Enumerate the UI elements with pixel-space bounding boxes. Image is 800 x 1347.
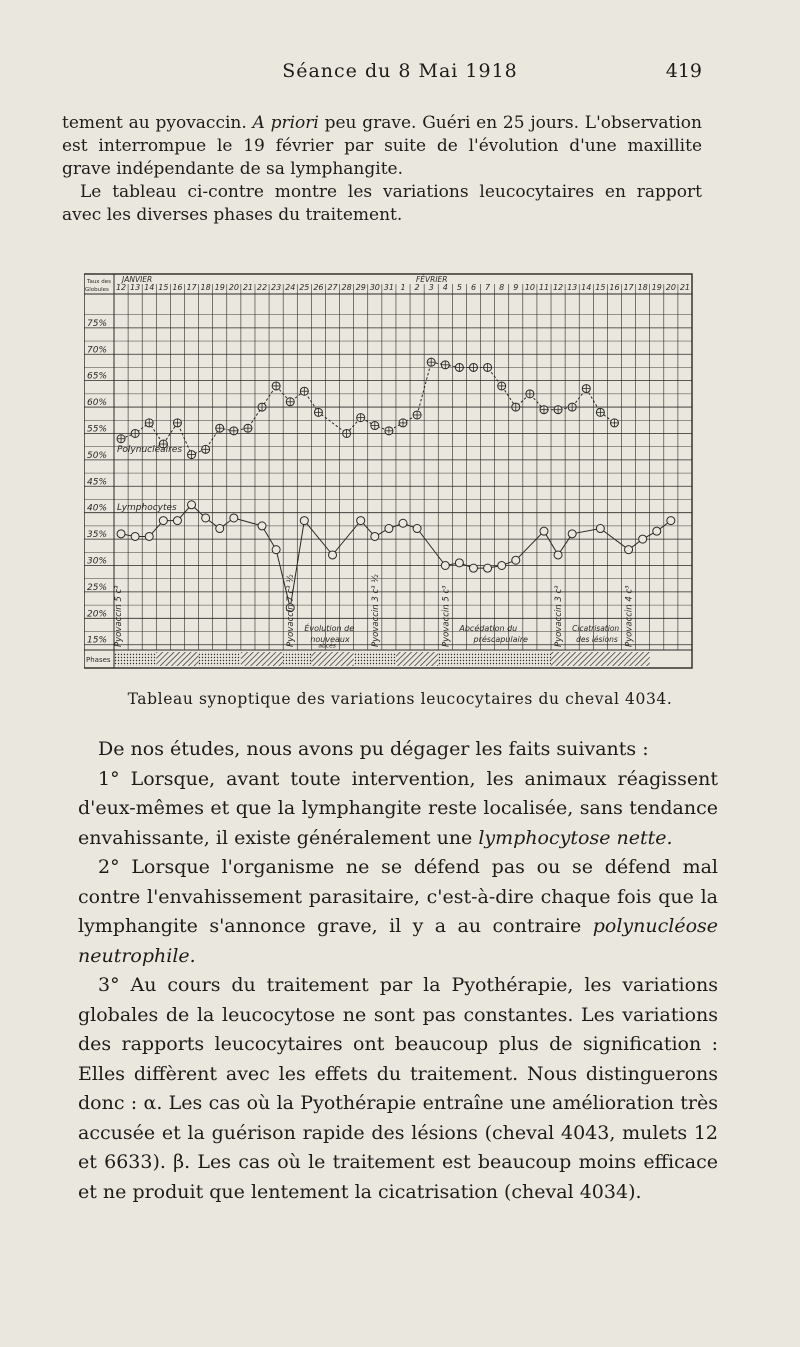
phase-segment (241, 652, 283, 666)
polynuclear-series-label: Polynucléaires (117, 444, 183, 455)
day-tick-label: 19 (214, 283, 225, 292)
phase-segment (495, 652, 551, 666)
item-2 (78, 853, 718, 971)
lymphocyte-point (455, 559, 463, 567)
abcedation-label-1: Abcédation du (459, 623, 518, 633)
day-tick-label: 10 (524, 283, 535, 292)
y-tick-label: 55% (87, 424, 108, 435)
phase-segment (114, 652, 156, 666)
day-tick-label: 17 (186, 283, 197, 292)
item-3: 3° Au cours du traitement par la Pyothérapie, les variations globales de la leucocytose ne sont pas constantes. Les variations des rapports leucocytaires ont beaucoup plus de signification : Elles diffèrent avec les effets du traitement. Nous distinguerons donc : α. Les cas où la Pyothérapie entraîne une amélioration très accusée et la guérison rapide des lésions (cheval 4043, mulets 12 et 6633). β. Les cas où le traitement est beaucoup moins efficace et ne produit que lentement la cicatrisation (cheval 4034). (78, 974, 718, 1203)
month-label-january: JANVIER (122, 275, 153, 284)
lymphocyte-point (441, 562, 449, 570)
lymphocyte-point (216, 525, 224, 533)
lymphocyte-point (498, 562, 506, 570)
item-2-text: 2° Lorsque l'organisme ne se défend pas ou se défend mal contre l'envahissement parasitaire, c'est-à-dire chaque fois que la lymphangite s'annonce grave, il y a au contraire (78, 856, 718, 937)
pyovaccin-label-2: Pyovaccin 7 c³ ½ (286, 574, 297, 647)
day-tick-label: 18 (200, 283, 211, 292)
day-tick-label: 11 (538, 283, 550, 292)
day-tick-label: 9 (513, 283, 519, 292)
figure-caption: Tableau synoptique des variations leucocytaires du cheval 4034. (127, 690, 673, 708)
y-tick-label: 25% (87, 582, 108, 593)
day-tick-label: 2 (414, 283, 420, 292)
pyovaccin-label-4: Pyovaccin 5 c³ (441, 585, 452, 647)
day-tick-label: 18 (637, 283, 648, 292)
evolution-label-3: abcès (318, 642, 336, 650)
intro-p1-text-a: tement au pyovaccin. (62, 113, 253, 133)
y-tick-label: 40% (87, 503, 108, 514)
day-tick-label: 20 (228, 283, 239, 292)
phase-segment (396, 652, 438, 666)
phase-segment (438, 652, 494, 666)
lymphocyte-point (329, 551, 337, 559)
day-tick-label: 25 (299, 283, 310, 292)
lymphocyte-point (188, 501, 196, 509)
intro-paragraph-1 (62, 112, 702, 181)
day-tick-label: 19 (651, 283, 662, 292)
day-tick-label: 17 (623, 283, 634, 292)
item-2-italic: polynucléose neutrophile. (78, 915, 718, 967)
day-tick-label: 24 (285, 283, 296, 292)
chart-svg (84, 272, 696, 680)
intro-p1-text-b: peu grave. Guéri en 25 jours. L'observation est interrompue le 19 février par suite de l'évolution d'une maxillite grave indépendante de sa lymphangite. (62, 113, 702, 179)
phase-segment (156, 652, 198, 666)
day-tick-label: 21 (679, 283, 691, 292)
day-tick-label: 29 (355, 283, 366, 292)
item-1 (78, 765, 718, 854)
day-tick-label: 5 (456, 283, 462, 292)
phase-segment (551, 652, 607, 666)
day-tick-label: 31 (383, 283, 394, 292)
lymphocyte-point (639, 535, 647, 543)
lymphocyte-point (653, 527, 661, 535)
cicatrisation-label-1: Cicatrisation (572, 623, 620, 633)
running-title: Séance du 8 Mai 1918 (282, 60, 518, 82)
day-tick-label: 27 (327, 283, 338, 292)
pyovaccin-label-5: Pyovaccin 3 c³ (554, 585, 565, 647)
phase-segment (607, 652, 649, 666)
lymphocyte-point (568, 530, 576, 538)
day-tick-label: 23 (271, 283, 282, 292)
leucocyte-chart (84, 272, 696, 680)
day-tick-label: 4 (442, 283, 448, 292)
pyovaccin-label-6: Pyovaccin 4 c³ (624, 585, 635, 647)
lymphocyte-point (512, 556, 520, 564)
lead-paragraph: De nos études, nous avons pu dégager les faits suivants : (98, 738, 649, 760)
day-tick-label: 20 (665, 283, 676, 292)
y-tick-label: 30% (87, 556, 108, 567)
chart-frame (84, 274, 692, 668)
pyovaccin-label-3: Pyovaccin 3 c³ ½ (370, 574, 381, 647)
day-tick-label: 7 (485, 283, 491, 292)
cicatrisation-label-2: des lésions (576, 635, 618, 645)
day-tick-label: 21 (242, 283, 254, 292)
y-tick-label: 35% (87, 530, 108, 541)
lymphocyte-point (540, 527, 548, 535)
lymphocyte-point (230, 514, 238, 522)
phase-segment (199, 652, 241, 666)
lymphocyte-point (554, 551, 562, 559)
day-tick-label: 14 (581, 283, 592, 292)
day-tick-label: 26 (313, 283, 324, 292)
lymphocyte-point (117, 530, 125, 538)
intro-text (62, 112, 702, 227)
day-tick-label: 15 (158, 283, 169, 292)
lymphocyte-point (202, 514, 210, 522)
day-tick-label: 14 (144, 283, 155, 292)
lymphocyte-point (625, 546, 633, 554)
day-tick-label: 12 (115, 283, 127, 292)
corner-label-top: Taux des (87, 279, 112, 285)
lymphocyte-point (357, 517, 365, 525)
pyovaccin-label-1: Pyovaccin 5 c³ (114, 585, 124, 647)
y-tick-label: 45% (87, 477, 108, 488)
lymphocyte-point (469, 564, 477, 572)
lymphocyte-point (596, 525, 604, 533)
day-tick-label: 15 (595, 283, 606, 292)
lymphocyte-point (145, 532, 153, 540)
item-1-text: 1° Lorsque, avant toute intervention, les animaux réagissent d'eux-mêmes et que la lymphangite reste localisée, sans tendance envahissante, il existe généralement une (78, 767, 718, 849)
phase-segment (354, 652, 396, 666)
item-1-italic: lymphocytose nette. (478, 826, 673, 849)
day-tick-label: 22 (256, 283, 268, 292)
lymphocyte-point (272, 546, 280, 554)
lymphocyte-point (300, 517, 308, 525)
lymphocyte-point (667, 517, 675, 525)
page-number: 419 (665, 60, 702, 82)
lymphocyte-point (399, 519, 407, 527)
lymphocyte-point (385, 525, 393, 533)
phase-segment (311, 652, 353, 666)
evolution-label-2: nouveaux (310, 635, 350, 645)
y-tick-label: 60% (87, 398, 108, 409)
day-tick-label: 16 (609, 283, 620, 292)
evolution-label-1: Évolution de (304, 623, 355, 633)
lymphocyte-series-label: Lymphocytes (117, 503, 177, 514)
day-tick-label: 30 (369, 283, 380, 292)
phases-label: Phases (86, 656, 111, 664)
y-tick-label: 70% (87, 345, 108, 356)
lymphocyte-point (173, 517, 181, 525)
body-text (78, 735, 718, 1207)
abcedation-label-2: préscapulaire (473, 635, 528, 645)
day-tick-label: 16 (172, 283, 183, 292)
y-tick-label: 50% (87, 450, 108, 461)
month-label-february: FÉVRIER (415, 275, 448, 284)
lymphocyte-point (258, 522, 266, 530)
y-tick-label: 15% (87, 635, 108, 646)
y-tick-label: 20% (87, 609, 108, 620)
day-tick-label: 3 (428, 283, 434, 292)
day-tick-label: 1 (400, 283, 406, 292)
lymphocyte-point (159, 517, 167, 525)
day-tick-label: 8 (499, 283, 505, 292)
intro-paragraph-2: Le tableau ci-contre montre les variations leucocytaires en rapport avec les diverses phases du traitement. (62, 182, 702, 225)
intro-p1-italic: A priori (252, 113, 319, 133)
y-tick-label: 75% (87, 318, 108, 329)
lymphocyte-point (371, 532, 379, 540)
phase-segment (283, 652, 311, 666)
lymphocyte-point (484, 564, 492, 572)
day-tick-label: 13 (567, 283, 578, 292)
corner-label-bottom: Globules (85, 287, 109, 293)
lymphocyte-point (413, 525, 421, 533)
y-tick-label: 65% (87, 371, 108, 382)
day-tick-label: 28 (341, 283, 352, 292)
day-tick-label: 12 (552, 283, 564, 292)
day-tick-label: 6 (470, 283, 477, 292)
lymphocyte-point (131, 532, 139, 540)
day-tick-label: 13 (130, 283, 141, 292)
